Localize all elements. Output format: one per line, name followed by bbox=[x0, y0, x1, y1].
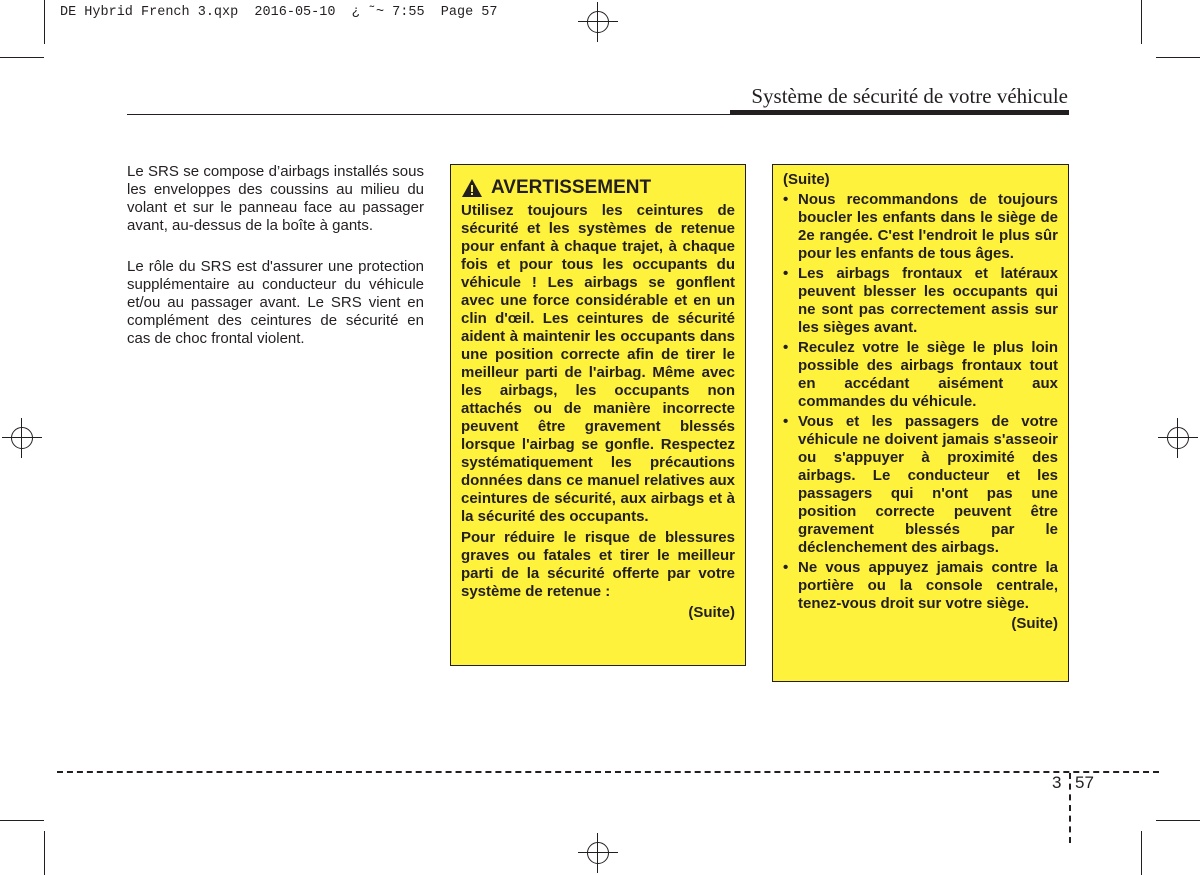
list-item bbox=[783, 413, 1058, 557]
continued-label: (Suite) bbox=[688, 604, 735, 621]
warning-paragraph: Pour réduire le risque de blessures graves ou fatales et tirer le meilleur parti de la sécurité offerte par votre système de retenue : bbox=[461, 529, 735, 600]
warning-bullet-list bbox=[783, 191, 1058, 613]
bullet-icon: • bbox=[783, 265, 789, 282]
warning-box bbox=[450, 164, 746, 666]
warning-box-continued bbox=[772, 164, 1069, 682]
bullet-text: Vous et les passagers de votre véhicule ne doivent jamais s'asseoir ou s'appuyer à proximité des airbags. Le conducteur et les passagers qui n'ont pas une position correcte peuvent être gravement blessés par le déclenchement des airbags. bbox=[798, 413, 1058, 556]
bullet-text: Reculez votre le siège le plus loin possible des airbags frontaux tout en accédant aisément aux commandes du véhicule. bbox=[798, 339, 1058, 410]
bullet-icon: • bbox=[783, 191, 789, 208]
list-item bbox=[783, 191, 1058, 263]
header-divider bbox=[127, 114, 730, 115]
list-item bbox=[783, 559, 1058, 613]
warning-triangle-icon bbox=[461, 178, 483, 198]
continued-top-label: (Suite) bbox=[783, 171, 830, 188]
registration-mark-icon bbox=[1158, 418, 1198, 458]
crop-mark bbox=[44, 0, 45, 44]
bullet-text: Ne vous appuyez jamais contre la portière ou la console centrale, tenez-vous droit sur votre siège. bbox=[798, 559, 1058, 612]
continued-label: (Suite) bbox=[1011, 615, 1058, 632]
warning-heading-label: AVERTISSEMENT bbox=[491, 177, 652, 198]
crop-mark bbox=[1156, 57, 1200, 58]
page-number: 57 bbox=[1075, 773, 1094, 792]
intro-paragraph: Le rôle du SRS est d'assurer une protection supplémentaire au conducteur du véhicule et/ou au passager avant. Le SRS vient en complément des ceintures de sécurité en cas de choc frontal violent. bbox=[127, 258, 424, 347]
registration-mark-icon bbox=[2, 418, 42, 458]
list-item bbox=[783, 339, 1058, 411]
registration-mark-icon bbox=[578, 2, 618, 42]
warning-heading bbox=[461, 177, 735, 199]
bullet-text: Nous recommandons de toujours boucler les enfants dans le siège de 2e rangée. C'est l'endroit le plus sûr pour les enfants de tous âges. bbox=[798, 191, 1058, 262]
crop-mark bbox=[1156, 820, 1200, 821]
bullet-icon: • bbox=[783, 413, 789, 430]
crop-mark bbox=[1141, 0, 1142, 44]
header-divider-bar bbox=[730, 110, 1069, 115]
footer-separator bbox=[1069, 773, 1071, 843]
registration-mark-icon bbox=[578, 833, 618, 873]
crop-mark bbox=[44, 831, 45, 875]
print-slug: DE Hybrid French 3.qxp 2016-05-10 ¿ ˜~ 7:55 Page 57 bbox=[60, 5, 498, 20]
crop-mark bbox=[0, 57, 44, 58]
crop-mark bbox=[0, 820, 44, 821]
bullet-text: Les airbags frontaux et latéraux peuvent blesser les occupants qui ne sont pas correctement assis sur les sièges avant. bbox=[798, 265, 1058, 336]
intro-text bbox=[127, 163, 424, 371]
bullet-icon: • bbox=[783, 559, 789, 576]
footer-divider bbox=[57, 771, 1159, 773]
intro-paragraph: Le SRS se compose d’airbags installés sous les enveloppes des coussins au milieu du volant et sur le panneau face au passager avant, au-dessus de la boîte à gants. bbox=[127, 163, 424, 234]
warning-body bbox=[461, 202, 735, 601]
page-header-title: Système de sécurité de votre véhicule bbox=[751, 84, 1068, 108]
chapter-number: 3 bbox=[1052, 773, 1062, 792]
list-item bbox=[783, 265, 1058, 337]
crop-mark bbox=[1141, 831, 1142, 875]
bullet-icon: • bbox=[783, 339, 789, 356]
warning-paragraph: Utilisez toujours les ceintures de sécurité et les systèmes de retenue pour enfant à chaque trajet, à chaque fois et pour tous les occupants du véhicule ! Les airbags se gonflent avec une force considérable et en un clin d'œil. Les ceintures de sécurité aident à maintenir les occupants dans une position correcte afin de tirer le meilleur parti de l'airbag. Même avec les airbags, les occupants non attachés ou de manière incorrecte peuvent être gravement blessés lorsque l'airbag se gonfle. Respectez systématiquement les précautions données dans ce manuel relatives aux ceintures de sécurité, aux airbags et à la sécurité des occupants. bbox=[461, 202, 735, 525]
